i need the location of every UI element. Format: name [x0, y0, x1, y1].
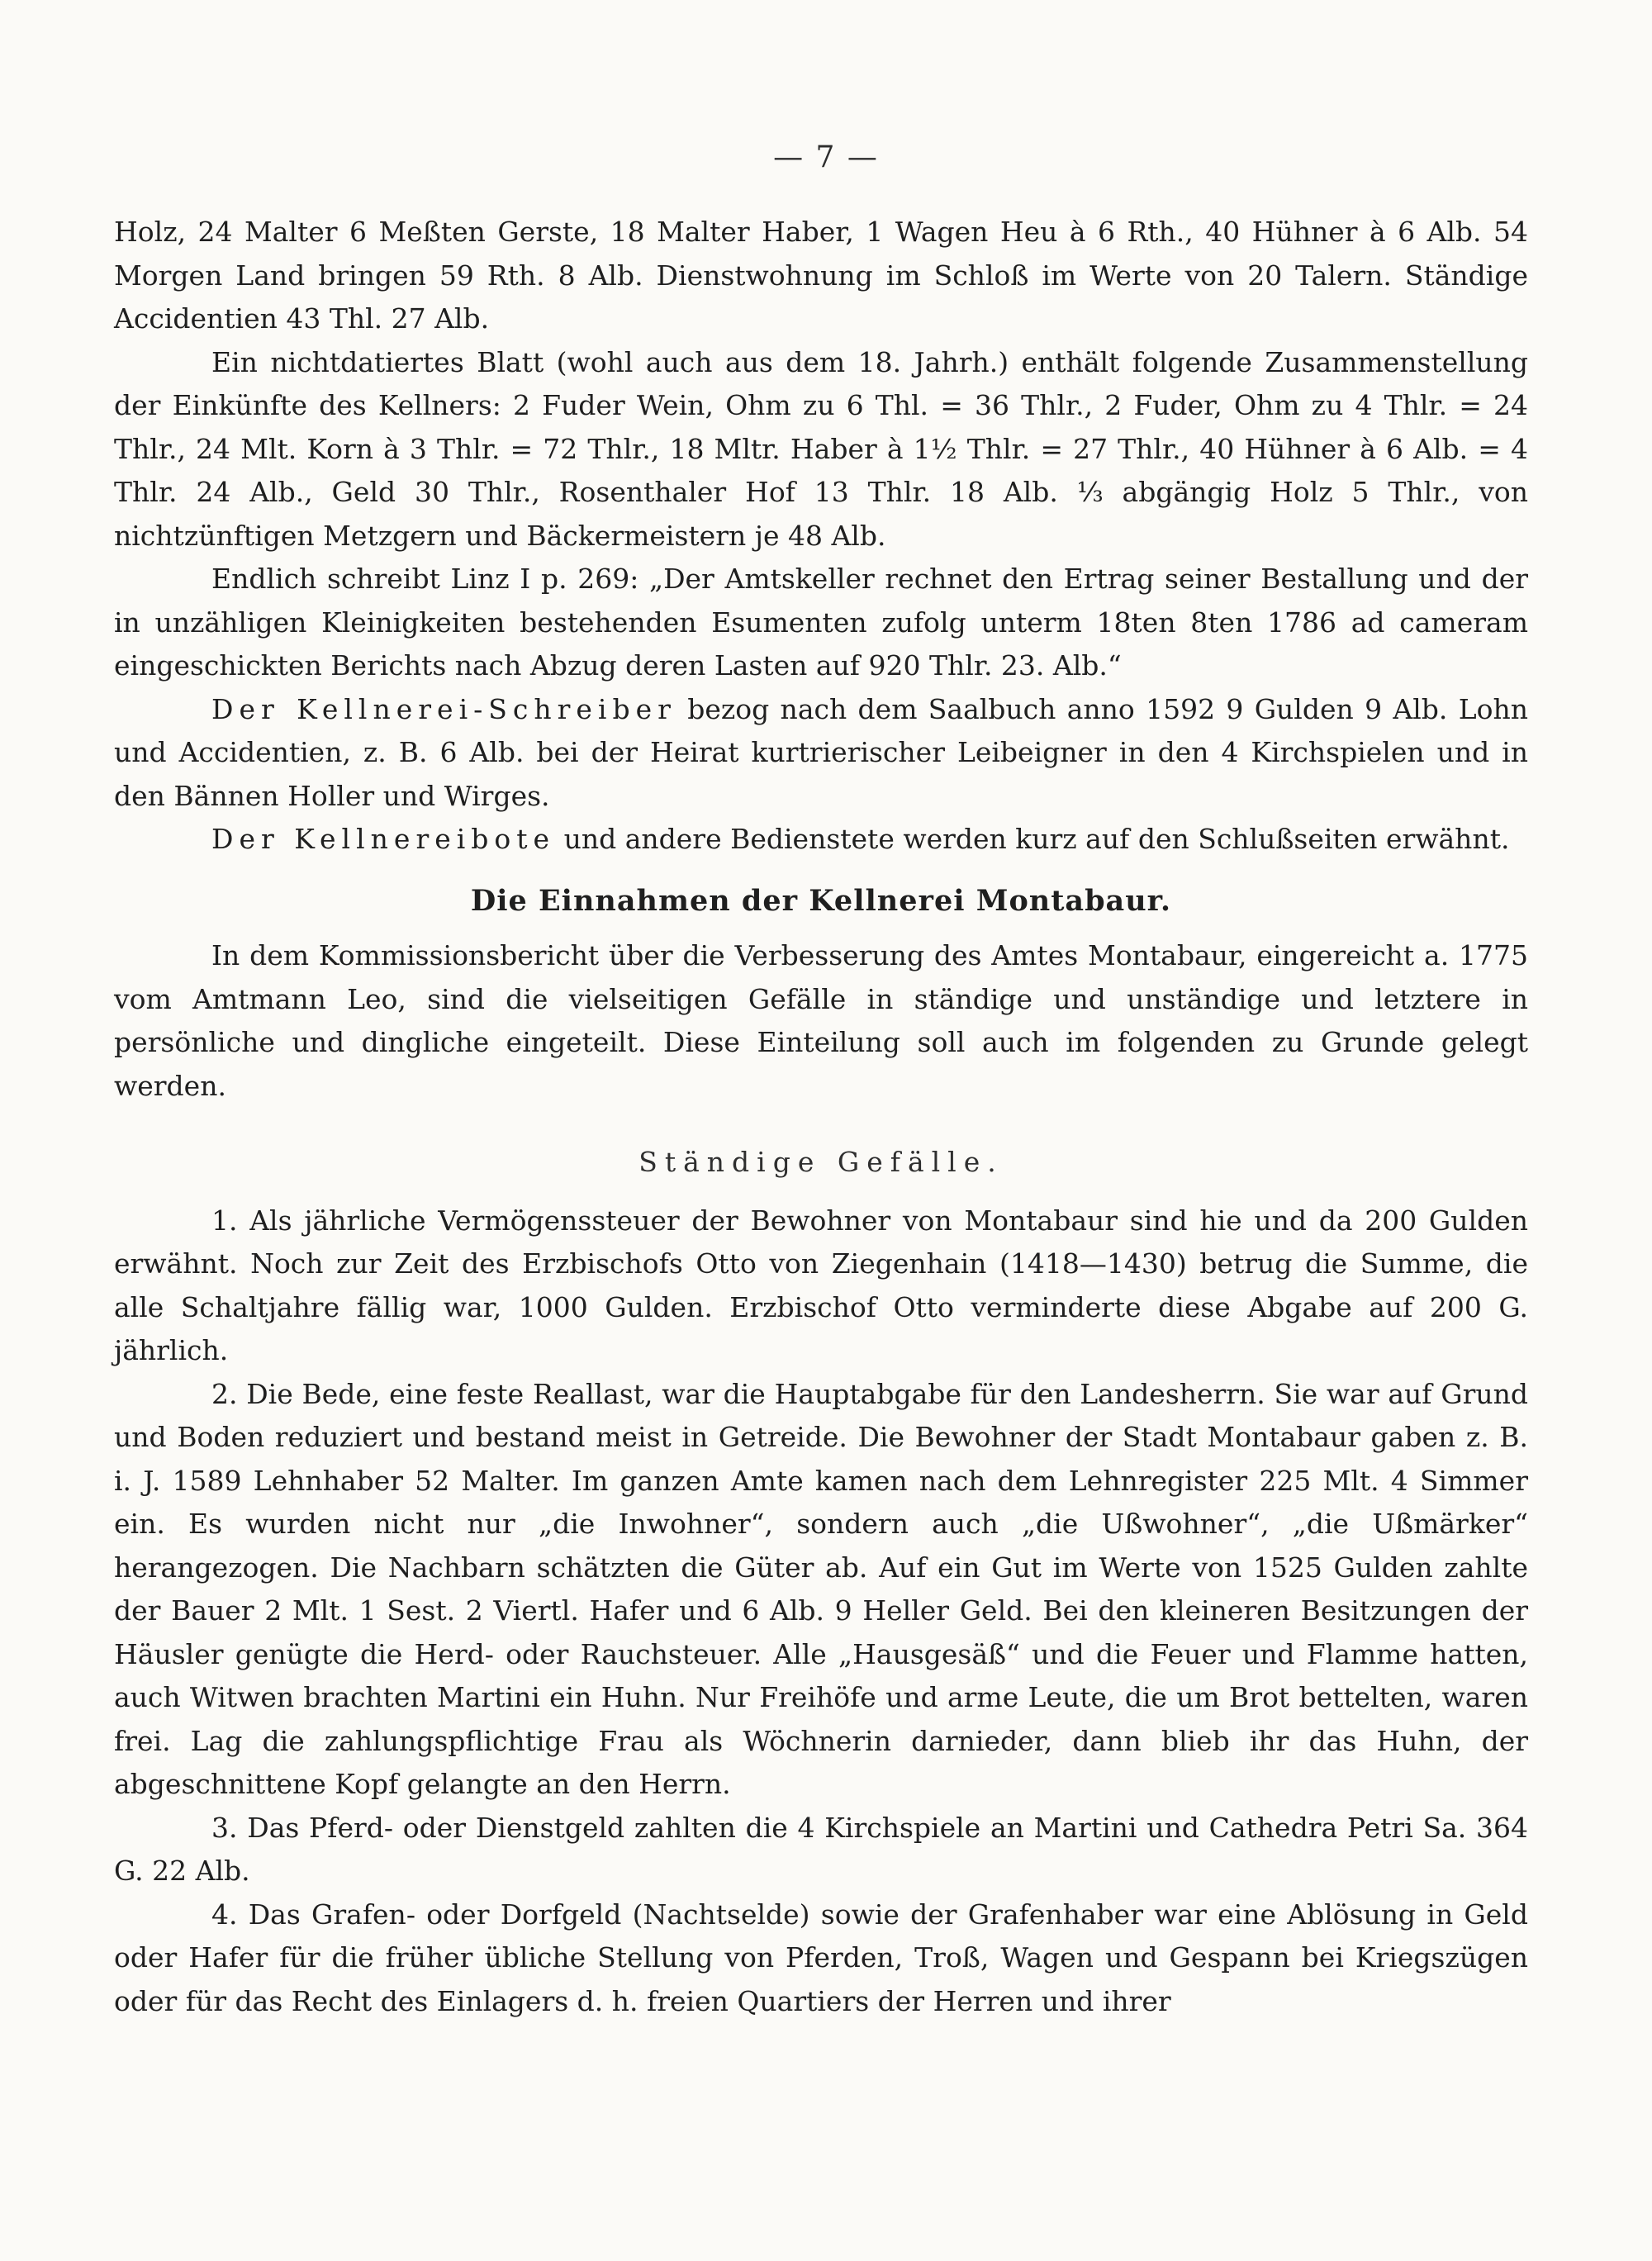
paragraph-text: und andere Bedienstete werden kurz auf den Schlußseiten erwähnt.	[563, 823, 1510, 855]
list-item: 1. Als jährliche Vermögenssteuer der Bewohner von Montabaur sind hie und da 200 Gulden erwähnt. Noch zur Zeit des Erzbischofs Otto von Ziegenhain (1418—1430) betrug die Summe, die alle Schaltjahre fällig war, 1000 Gulden. Erzbischof Otto verminderte diese Abgabe auf 200 G. jährlich.	[114, 1204, 1528, 1366]
paragraph-text: bezog nach dem Saalbuch anno 1592 9 Gulden 9 Alb. Lohn und Accidentien, z. B. 6 Alb. bei der Heirat kurtrierischer Leibeigner in den 4 Kirchspielen und in den Bännen Holler und Wirges.	[114, 692, 1528, 812]
paragraph: Ein nichtdatiertes Blatt (wohl auch aus dem 18. Jahrh.) enthält folgende Zusammenstellung der Einkünfte des Kellners: 2 Fuder Wein, Ohm zu 6 Thl. = 36 Thlr., 2 Fuder, Ohm zu 4 Thlr. = 24 Thlr., 24 Mlt. Korn à 3 Thlr. = 72 Thlr., 18 Mltr. Haber à 1½ Thlr. = 27 Thlr., 40 Hühner à 6 Alb. = 4 Thlr. 24 Alb., Geld 30 Thlr., Rosenthaler Hof 13 Thlr. 18 Alb. ⅓ abgängig Holz 5 Thlr., von nichtzünftigen Metzgern und Bäckermeistern je 48 Alb.	[114, 345, 1528, 552]
subsection-heading: Ständige Gefälle.	[638, 1146, 1004, 1178]
paragraph: In dem Kommissionsbericht über die Verbesserung des Amtes Montabaur, eingereicht a. 1775 vom Amtmann Leo, sind die vielseitigen Gefälle in ständige und unständige und letztere in persönliche und dingliche eingeteilt. Diese Einteilung soll auch im folgenden zu Grunde gelegt werden.	[114, 939, 1528, 1102]
paragraph	[114, 688, 1528, 819]
page-number: — 7 —	[773, 140, 879, 174]
list-item: 3. Das Pferd- oder Dienstgeld zahlten die 4 Kirchspiele an Martini und Cathedra Petri Sa. 364 G. 22 Alb.	[114, 1811, 1528, 1887]
paragraph	[114, 818, 1528, 862]
spaced-term: Der Kellnerei-Schreiber	[211, 692, 676, 725]
list-item: 4. Das Grafen- oder Dorfgeld (Nachtselde) sowie der Grafenhaber war eine Ablösung in Geld oder Hafer für die früher übliche Stellung von Pferden, Troß, Wagen und Gespann bei Kriegszügen oder für das Recht des Einlagers d. h. freien Quartiers der Herren und ihrer	[114, 1898, 1528, 2017]
section-heading: Die Einnahmen der Kellnerei Montabaur.	[470, 883, 1172, 918]
list-item: 2. Die Bede, eine feste Reallast, war die Hauptabgabe für den Landesherrn. Sie war auf Grund und Boden reduziert und bestand meist in Getreide. Die Bewohner der Stadt Montabaur gaben z. B. i. J. 1589 Lehnhaber 52 Malter. Im ganzen Amte kamen nach dem Lehnregister 225 Mlt. 4 Simmer ein. Es wurden nicht nur „die Inwohner“, sondern auch „die Ußwohner“, „die Ußmärker“ herangezogen. Die Nachbarn schätzten die Güter ab. Auf ein Gut im Werte von 1525 Gulden zahlte der Bauer 2 Mlt. 1 Sest. 2 Viertl. Hafer und 6 Alb. 9 Heller Geld. Bei den kleineren Besitzungen der Häusler genügte die Herd- oder Rauchsteuer. Alle „Hausgesäß“ und die Feuer und Flamme hatten, auch Witwen brachten Martini ein Huhn. Nur Freihöfe und arme Leute, die um Brot bettelten, waren frei. Lag die zahlungspflichtige Frau als Wöchnerin darnieder, dann blieb ihr das Huhn, der abgeschnittene Kopf gelangte an den Herrn.	[114, 1377, 1528, 1800]
page-body	[114, 211, 1528, 2023]
paragraph: Holz, 24 Malter 6 Meßten Gerste, 18 Malter Haber, 1 Wagen Heu à 6 Rth., 40 Hühner à 6 Alb. 54 Morgen Land bringen 59 Rth. 8 Alb. Dienstwohnung im Schloß im Werte von 20 Talern. Ständige Accidentien 43 Thl. 27 Alb.	[114, 216, 1528, 335]
spaced-term: Der Kellnereibote	[211, 823, 556, 855]
paragraph: Endlich schreibt Linz I p. 269: „Der Amtskeller rechnet den Ertrag seiner Bestallung und der in unzähligen Kleinigkeiten bestehenden Esumenten zufolg unterm 18ten 8ten 1786 ad cameram eingeschickten Berichts nach Abzug deren Lasten auf 920 Thlr. 23. Alb.“	[114, 563, 1528, 682]
